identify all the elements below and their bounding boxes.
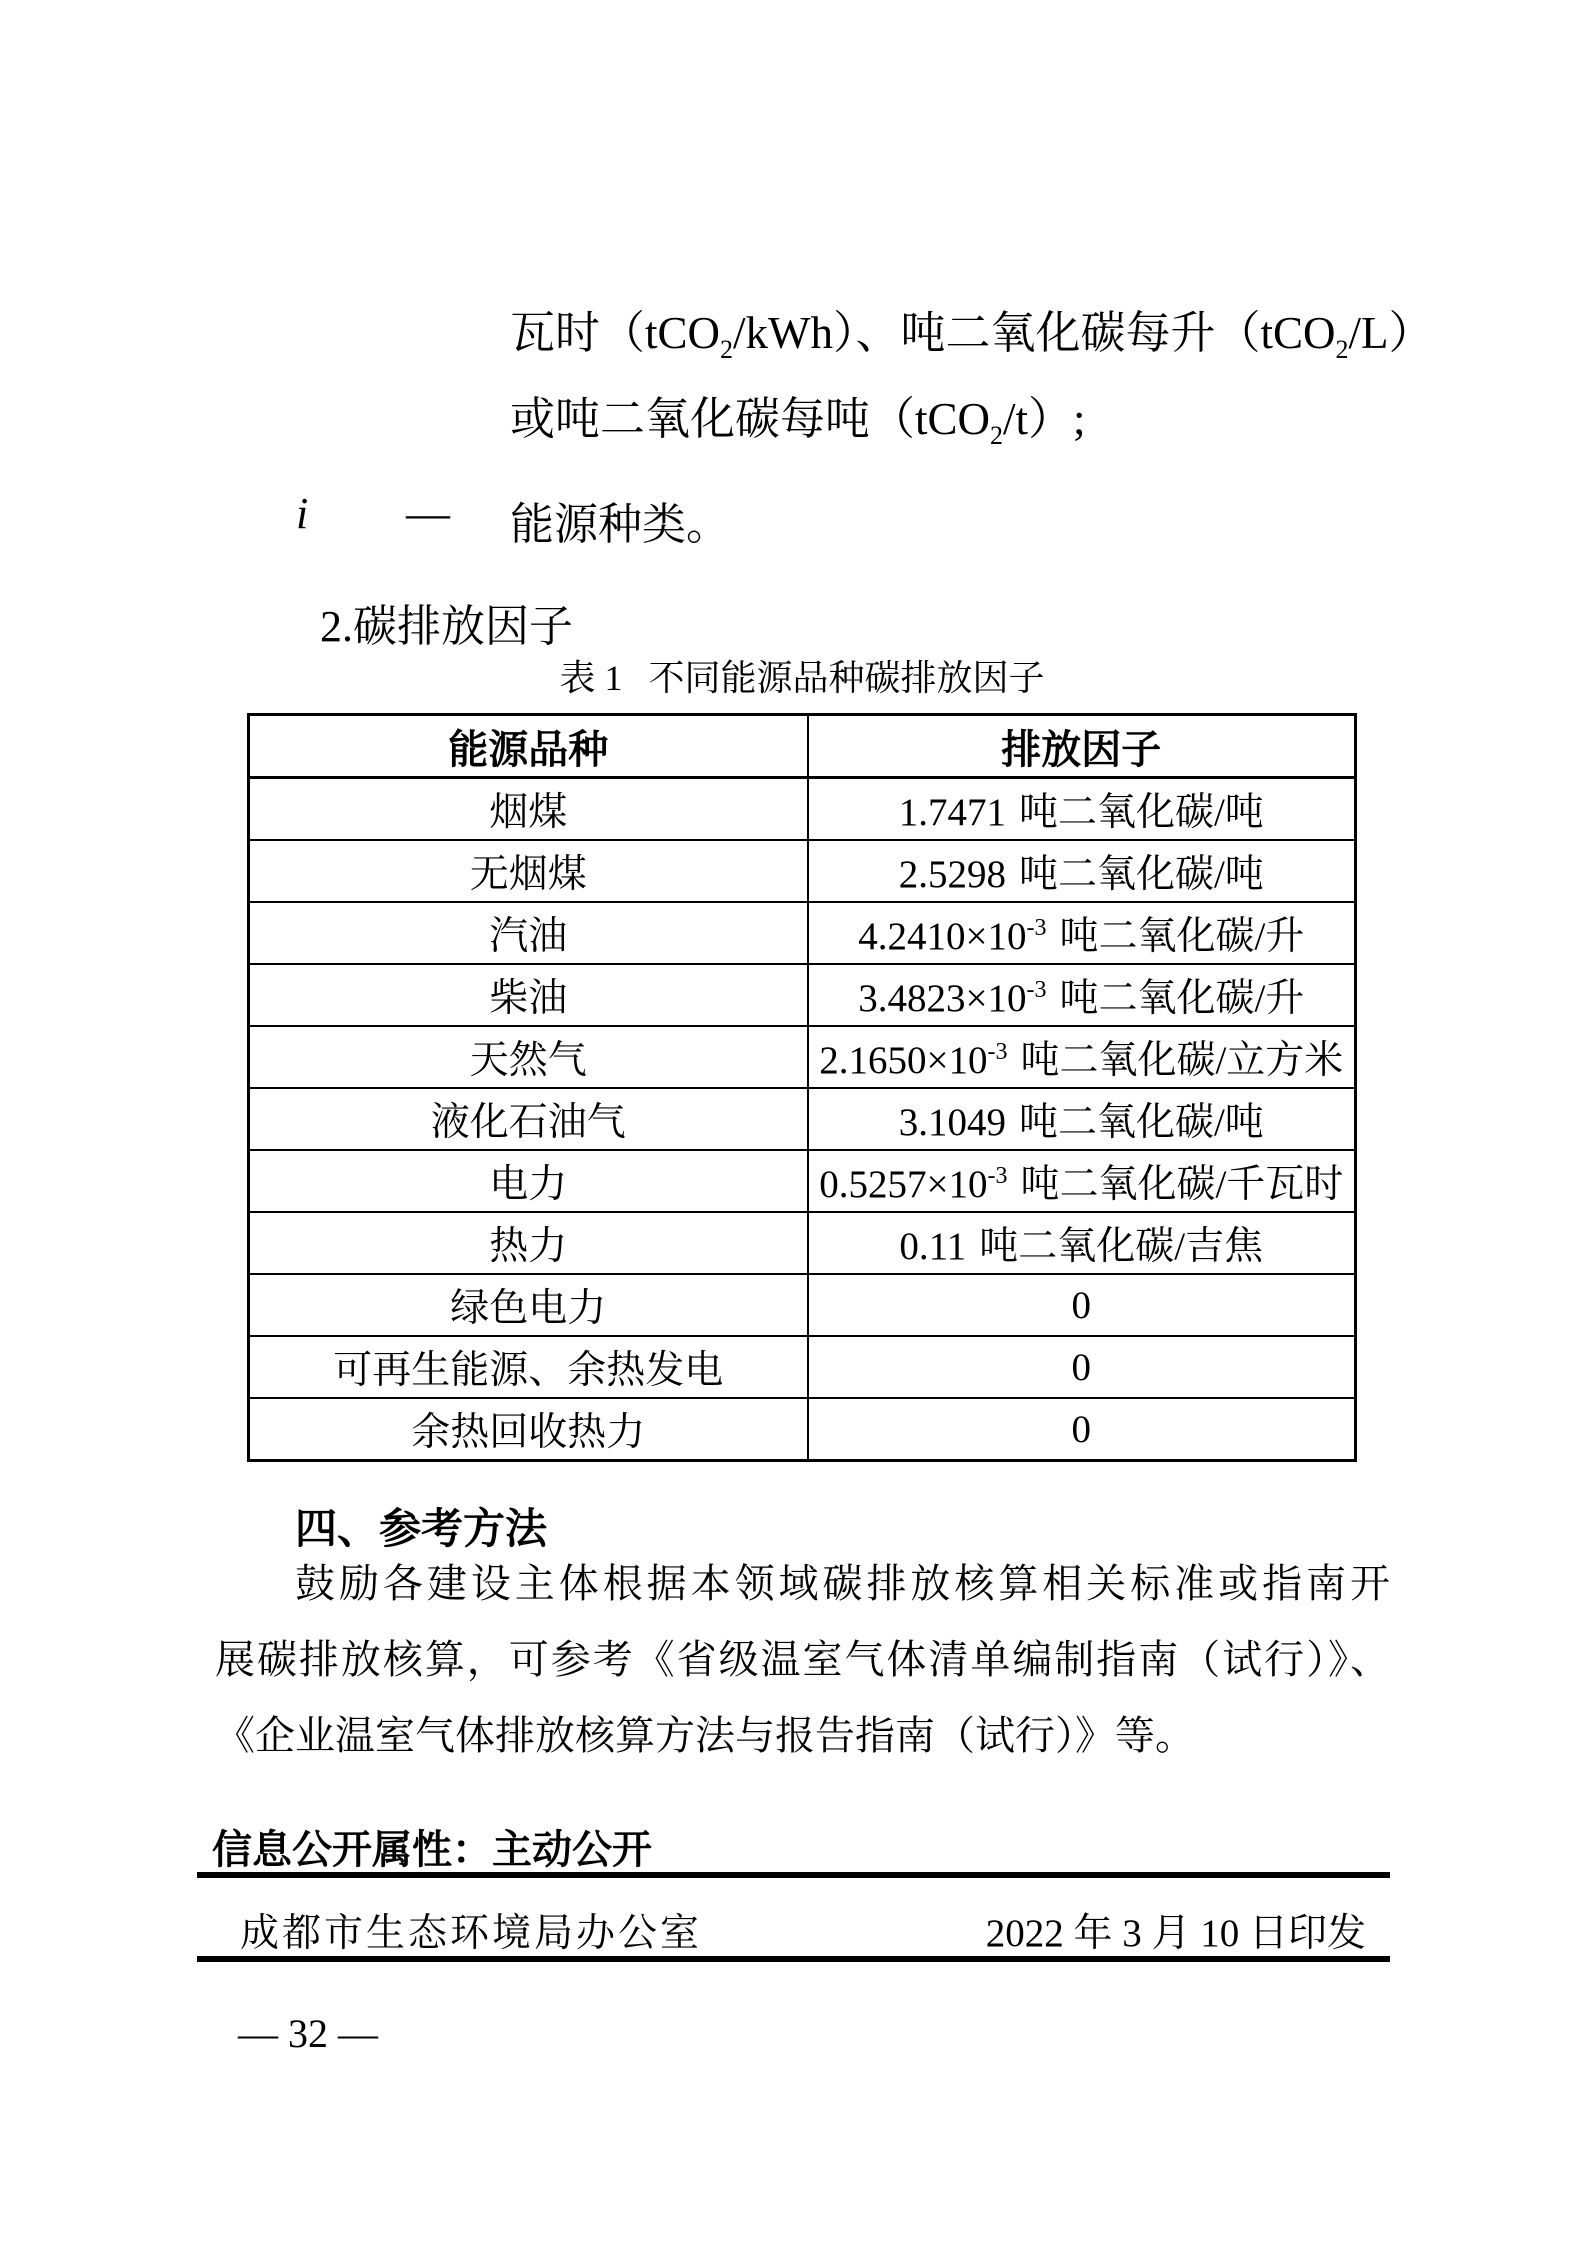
text-segment: /kWh）、吨二氧化碳每升（tCO	[733, 308, 1336, 358]
factor-number: 1.7471	[898, 791, 1006, 834]
table-row	[249, 1274, 1356, 1336]
factor-number: 4.2410×10	[858, 915, 1027, 958]
table-row	[249, 840, 1356, 902]
footer-divider-bottom	[197, 1956, 1390, 1962]
definition-dash: —	[406, 489, 450, 538]
table-row	[249, 1150, 1356, 1212]
factor-number: 3.1049	[898, 1101, 1006, 1144]
factor-unit: 吨二氧化碳/立方米	[1020, 1039, 1344, 1082]
paragraph-line: 展碳排放核算，可参考《省级温室气体清单编制指南（试行）》、	[215, 1637, 1390, 1682]
paragraph-line: 《企业温室气体排放核算方法与报告指南（试行）》等。	[215, 1713, 1195, 1758]
co2-subscript: 2	[720, 335, 734, 364]
variable-definition-row	[0, 488, 1587, 548]
factor-cell	[808, 1088, 1356, 1150]
factor-unit: 吨二氧化碳/吉焦	[979, 1225, 1264, 1268]
factor-cell	[808, 840, 1356, 902]
variable-description: 能源种类。	[510, 500, 730, 549]
table-caption-label: 表 1	[559, 658, 623, 698]
factor-unit: 吨二氧化碳/千瓦时	[1020, 1163, 1344, 1206]
factor-cell	[808, 1150, 1356, 1212]
table-row	[249, 964, 1356, 1026]
factor-cell	[808, 1212, 1356, 1274]
table-caption	[247, 650, 1357, 701]
page-number: — 32 —	[238, 2011, 378, 2056]
section-heading: 四、参考方法	[295, 1505, 548, 1552]
footer-divider-top	[197, 1872, 1390, 1878]
factor-unit: 吨二氧化碳/升	[1059, 915, 1305, 958]
issuing-office: 成都市生态环境局办公室	[240, 1912, 703, 1955]
disclosure-attribute-line	[212, 1818, 652, 1875]
reference-paragraph	[215, 1546, 1390, 1774]
factor-cell	[808, 1026, 1356, 1088]
factor-unit: 吨二氧化碳/升	[1059, 977, 1305, 1020]
factor-number: 3.4823×10	[858, 977, 1027, 1020]
energy-type-cell: 热力	[249, 1212, 808, 1274]
text-segment: 瓦时（tCO	[510, 308, 721, 358]
factor-cell	[808, 1336, 1356, 1398]
formula-unit-line-1	[510, 296, 1434, 364]
text-segment: 或吨二氧化碳每吨（tCO	[510, 394, 991, 444]
factor-cell	[808, 1274, 1356, 1336]
factor-cell	[808, 964, 1356, 1026]
factor-exponent: -3	[987, 1163, 1008, 1189]
issuing-office-row	[240, 1902, 1366, 1958]
factor-exponent: -3	[987, 1039, 1008, 1065]
factor-cell	[808, 902, 1356, 964]
energy-type-cell: 可再生能源、余热发电	[249, 1336, 808, 1398]
factor-number: 0.11	[899, 1225, 967, 1268]
table-row	[249, 902, 1356, 964]
table-row	[249, 1212, 1356, 1274]
factor-unit: 吨二氧化碳/吨	[1018, 1101, 1264, 1144]
factor-number: 2.5298	[898, 853, 1006, 896]
factor-unit: 吨二氧化碳/吨	[1018, 791, 1264, 834]
disclosure-attribute-value: 主动公开	[492, 1827, 652, 1872]
co2-subscript: 2	[990, 421, 1004, 450]
energy-type-cell: 绿色电力	[249, 1274, 808, 1336]
table-row	[249, 1398, 1356, 1461]
column-header-energy-type: 能源品种	[249, 715, 808, 778]
subsection-heading: 2.碳排放因子	[320, 602, 573, 651]
factor-number: 0	[1071, 1283, 1091, 1327]
table-header-row	[249, 715, 1356, 778]
text-segment: /t）;	[1003, 394, 1086, 444]
energy-type-cell: 烟煤	[249, 778, 808, 841]
factor-number: 2.1650×10	[819, 1039, 988, 1082]
energy-type-cell: 液化石油气	[249, 1088, 808, 1150]
factor-exponent: -3	[1026, 977, 1047, 1003]
energy-type-cell: 汽油	[249, 902, 808, 964]
energy-type-cell: 无烟煤	[249, 840, 808, 902]
emission-factor-table	[247, 713, 1357, 1462]
energy-type-cell: 天然气	[249, 1026, 808, 1088]
column-header-emission-factor: 排放因子	[808, 715, 1356, 778]
energy-type-cell: 余热回收热力	[249, 1398, 808, 1461]
factor-cell	[808, 778, 1356, 841]
co2-subscript: 2	[1335, 335, 1349, 364]
text-segment: /L）	[1348, 308, 1434, 358]
factor-number: 0.5257×10	[819, 1163, 988, 1206]
paragraph-line: 鼓励各建设主体根据本领域碳排放核算相关标准或指南开	[295, 1561, 1390, 1606]
disclosure-attribute-label: 信息公开属性：	[212, 1828, 492, 1872]
formula-unit-line-2	[510, 382, 1086, 450]
table-row	[249, 1336, 1356, 1398]
issue-date: 2022 年 3 月 10 日印发	[985, 1912, 1366, 1955]
factor-cell	[808, 1398, 1356, 1461]
factor-number: 0	[1071, 1407, 1091, 1451]
table-caption-title: 不同能源品种碳排放因子	[648, 658, 1045, 698]
factor-unit: 吨二氧化碳/吨	[1018, 853, 1264, 896]
table-row	[249, 1088, 1356, 1150]
factor-number: 0	[1071, 1345, 1091, 1389]
factor-exponent: -3	[1026, 915, 1047, 941]
table-row	[249, 778, 1356, 841]
variable-symbol: i	[296, 489, 309, 538]
table-row	[249, 1026, 1356, 1088]
energy-type-cell: 柴油	[249, 964, 808, 1026]
energy-type-cell: 电力	[249, 1150, 808, 1212]
